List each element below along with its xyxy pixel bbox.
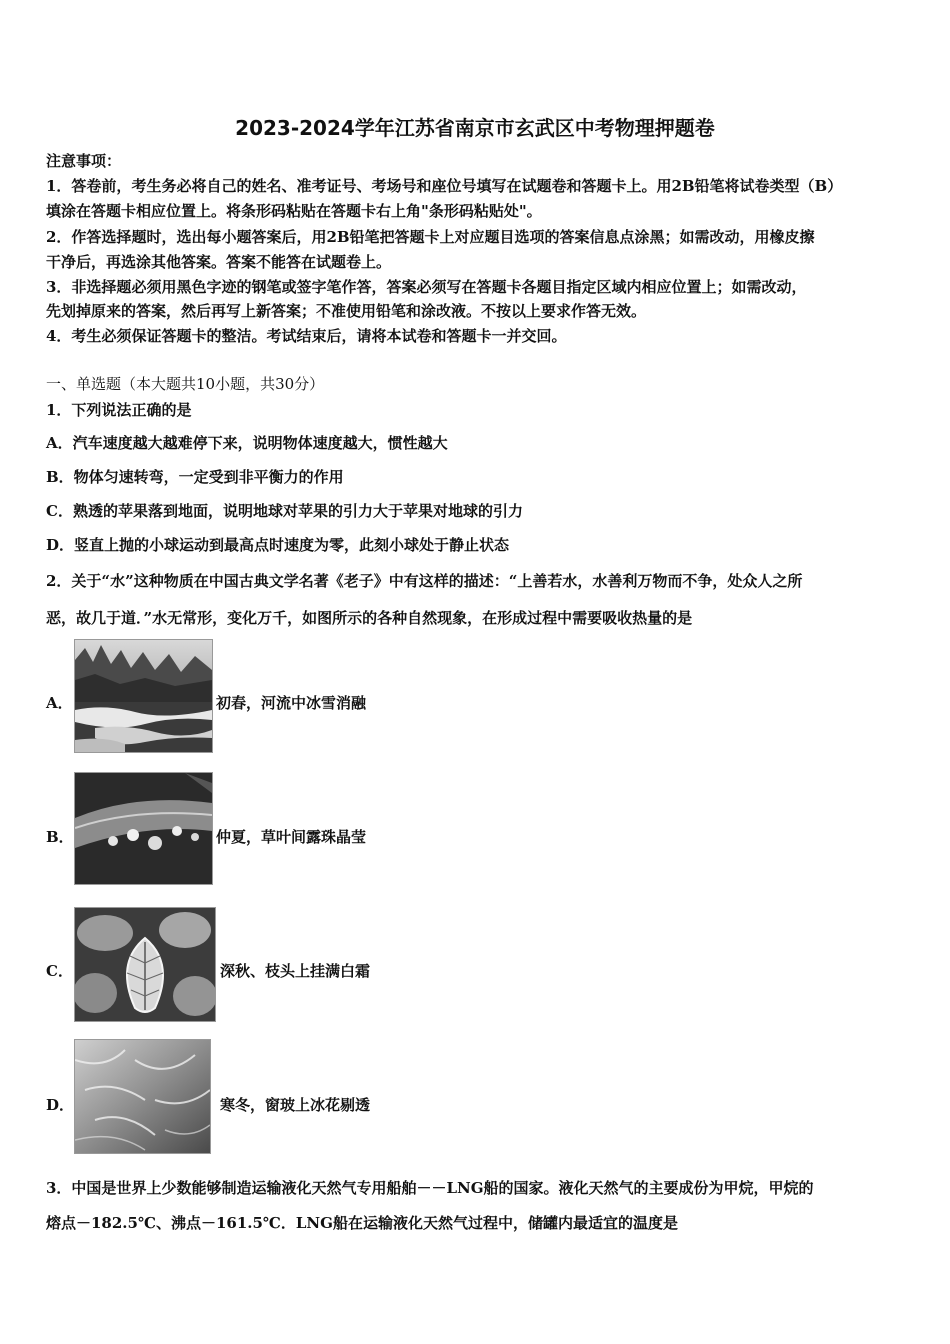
notice-line: 2．作答选择题时，选出每小题答案后，用2B铅笔把答题卡上对应题目选项的答案信息点涂黑；如需改动，用橡皮擦: [46, 228, 815, 246]
question-2-option-c-letter: C．: [46, 962, 73, 980]
notice-line: 干净后，再选涂其他答案。答案不能答在试题卷上。: [46, 253, 392, 271]
notice-line: 4．考生必须保证答题卡的整洁。考试结束后，请将本试卷和答题卡一并交回。: [46, 327, 567, 345]
question-2-option-a-letter: A．: [46, 694, 73, 712]
dew-on-leaf-photo: [74, 772, 213, 885]
question-3-line2: 熔点－182.5℃、沸点－161.5℃．LNG船在运输液化天然气过程中，储罐内最适宜的温度是: [46, 1214, 678, 1232]
question-2-stem-line2: 恶，故几于道．”水无常形，变化万千，如图所示的各种自然现象，在形成过程中需要吸收热量的是: [46, 609, 693, 627]
frost-leaves-photo: [74, 907, 216, 1022]
question-1-option-c: C．熟透的苹果落到地面，说明地球对苹果的引力大于苹果对地球的引力: [46, 502, 523, 520]
question-2-option-c-caption: 深秋、枝头上挂满白霜: [220, 962, 371, 980]
notice-line: 3．非选择题必须用黑色字迹的钢笔或签字笔作答，答案必须写在答题卡各题目指定区域内相应位置上；如需改动，: [46, 278, 807, 296]
question-1-stem: 1．下列说法正确的是: [46, 401, 192, 419]
notice-line: 1．答卷前，考生务必将自己的姓名、准考证号、考场号和座位号填写在试题卷和答题卡上。用2B铅笔将试卷类型（B）: [46, 177, 843, 195]
question-1-option-a: A．汽车速度越大越难停下来，说明物体速度越大，惯性越大: [46, 434, 448, 452]
window-ice-flower-photo: [74, 1039, 211, 1154]
question-2-option-a-caption: 初春，河流中冰雪消融: [216, 694, 367, 712]
question-2-option-b-caption: 仲夏，草叶间露珠晶莹: [216, 828, 367, 846]
question-2-stem-line1: 2．关于“水”这种物质在中国古典文学名著《老子》中有这样的描述：“上善若水，水善利万物而不争，处众人之所: [46, 572, 803, 590]
notice-heading: 注意事项：: [46, 152, 122, 170]
question-1-option-d: D．竖直上抛的小球运动到最高点时速度为零，此刻小球处于静止状态: [46, 536, 510, 554]
melting-river-photo: [74, 639, 213, 753]
section-heading: 一、单选题（本大题共10小题，共30分）: [46, 375, 325, 393]
question-2-option-d-letter: D．: [46, 1096, 75, 1114]
page-title: 2023-2024学年江苏省南京市玄武区中考物理押题卷: [235, 116, 715, 140]
question-1-option-b: B．物体匀速转弯，一定受到非平衡力的作用: [46, 468, 344, 486]
notice-line: 填涂在答题卡相应位置上。将条形码粘贴在答题卡右上角"条形码粘贴处"。: [46, 202, 542, 220]
question-3-line1: 3．中国是世界上少数能够制造运输液化天然气专用船舶－－LNG船的国家。液化天然气的主要成份为甲烷，甲烷的: [46, 1179, 814, 1197]
question-2-option-d-caption: 寒冬，窗玻上冰花剔透: [220, 1096, 371, 1114]
notice-line: 先划掉原来的答案，然后再写上新答案；不准使用铅笔和涂改液。不按以上要求作答无效。: [46, 302, 647, 320]
question-2-option-b-letter: B．: [46, 828, 74, 846]
